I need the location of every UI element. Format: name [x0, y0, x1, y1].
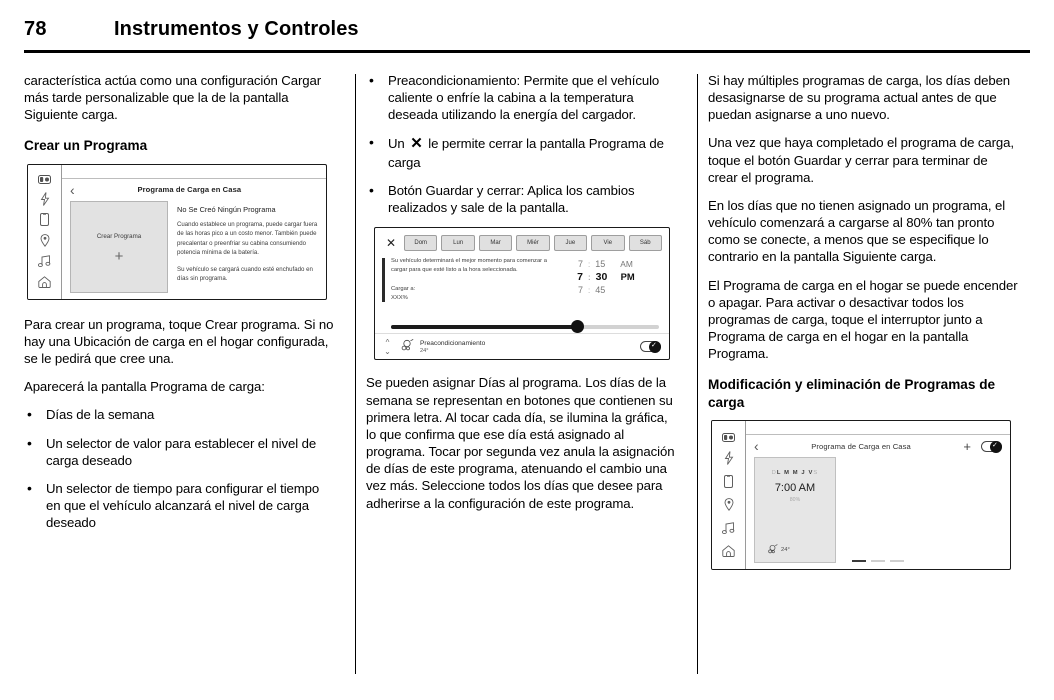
- paragraph: En los días que no tienen asignado un programa, el vehículo comenzará a cargarse al 80% tan pronto como se conecte, a menos que se especifique lo contrario en la pantalla Siguiente carga.: [708, 197, 1006, 265]
- pagination-dot[interactable]: [890, 560, 904, 562]
- charge-level-slider[interactable]: [375, 321, 669, 333]
- time-minute: 45: [595, 285, 606, 296]
- lightning-bolt-icon: [40, 192, 50, 211]
- list-item: • Preacondicionamiento: Permite que el vehículo caliente o enfríe la cabina a la temperatura deseada utilizando la energía del cargador.: [366, 72, 678, 123]
- editor-text: [391, 257, 563, 321]
- program-percent: 80%: [789, 497, 801, 504]
- bullet-list: [24, 406, 336, 531]
- close-x-icon: ✕: [410, 135, 423, 153]
- pagination-dot[interactable]: [871, 560, 885, 562]
- list-item: • Botón Guardar y cerrar: Aplica los cambios realizados y sale de la pantalla.: [366, 182, 678, 216]
- day-button-mier[interactable]: Miér: [516, 235, 549, 251]
- program-temp: [761, 544, 829, 556]
- screen-title: Programa de Carga en Casa: [137, 185, 242, 195]
- bullet-list: [366, 72, 678, 216]
- phone-icon: [724, 475, 733, 493]
- column-divider: [688, 72, 708, 680]
- list-item: • Un selector de tiempo para configurar el tiempo en que el vehículo alcanzará el nivel de carga deseado: [24, 480, 336, 531]
- time-row[interactable]: [569, 259, 661, 269]
- section-heading-crear-un-programa: Crear un Programa: [24, 138, 148, 154]
- editor-body: [375, 255, 669, 321]
- list-item-close-x: [366, 134, 678, 171]
- screen-body: [746, 457, 1010, 569]
- battery-toggle-icon: [722, 429, 735, 447]
- screen-title: Programa de Carga en Casa: [811, 441, 911, 451]
- program-days: [761, 470, 829, 476]
- day-button-sab[interactable]: Sáb: [629, 235, 662, 251]
- list-item: • Un selector de valor para establecer el nivel de carga deseado: [24, 435, 336, 469]
- day-button-jue[interactable]: Jue: [554, 235, 587, 251]
- preconditioning-icon: [400, 338, 414, 356]
- nav-rail: [712, 421, 746, 569]
- chevron-left-icon[interactable]: ‹: [754, 438, 759, 455]
- time-hour: 7: [577, 271, 583, 284]
- chevron-left-icon[interactable]: ‹: [70, 181, 75, 198]
- paragraph: característica actúa como una configuración Cargar más tarde personalizable que la de la pantalla Siguiente carga.: [24, 73, 321, 123]
- create-program-card[interactable]: [70, 201, 168, 293]
- day-button-lun[interactable]: Lun: [441, 235, 474, 251]
- scrollbar[interactable]: [382, 258, 385, 302]
- figure-program-list: [711, 420, 1011, 570]
- program-temp-value: 24°: [781, 547, 790, 554]
- preconditioning-icon: [767, 544, 778, 556]
- column-right: [708, 72, 1030, 680]
- program-master-toggle[interactable]: [981, 441, 1002, 452]
- toggle-knob: [990, 441, 1002, 453]
- screen-header: [746, 435, 1010, 457]
- plus-icon[interactable]: +: [114, 247, 124, 265]
- program-time: 7:00 AM: [774, 482, 816, 495]
- header-rule: [24, 50, 1030, 53]
- screen-header: [62, 179, 326, 201]
- time-row[interactable]: [569, 285, 661, 295]
- info-panel: [177, 201, 318, 293]
- info-paragraph: Su vehículo se cargará cuando esté enchufado en días sin programa.: [177, 265, 313, 283]
- day-letter-off: S: [813, 470, 819, 477]
- location-pin-icon: [724, 498, 734, 516]
- day-selector-row: [375, 228, 669, 255]
- page-number: 78: [24, 18, 47, 40]
- infotainment-screen: [62, 165, 326, 299]
- column-divider: [346, 72, 366, 680]
- preconditioning-toggle[interactable]: [640, 341, 661, 352]
- toggle-knob: [649, 341, 661, 353]
- paragraph: Para crear un programa, toque Crear programa. Si no hay una Ubicación de carga en el hogar configurada, se le pedirá que cree una.: [24, 316, 334, 367]
- day-button-dom[interactable]: Dom: [404, 235, 437, 251]
- editor-note: Su vehículo determinará el mejor momento para comenzar a cargar para que esté listo a la hora seleccionada.: [391, 258, 547, 274]
- close-x-icon[interactable]: ✕: [385, 236, 397, 251]
- time-hour: 7: [577, 259, 583, 270]
- battery-toggle-icon: [38, 171, 51, 189]
- paragraph: Se pueden asignar Días al programa. Los días de la semana se representan en botones que contienen su primera letra. Al tocar cada día, se ilumina la gráfica, lo que confirma que ese día está asignado al programa. Tocar por segunda vez anula la asignación de días de este programa, atenuando el cambio una vez más. Seleccione todos los días que desee para adherirse a la configuración de este programa.: [366, 375, 675, 511]
- time-meridiem: PM: [620, 271, 635, 283]
- status-strip: [62, 165, 326, 179]
- charge-value: XXX%: [391, 295, 408, 302]
- day-letters-on: L M M J V: [776, 470, 814, 477]
- paragraph: Una vez que haya completado el programa de carga, toque el botón Guardar y cerrar para terminar de crear el programa.: [708, 135, 1014, 185]
- music-note-icon: [38, 254, 51, 272]
- time-separator: :: [588, 273, 591, 283]
- status-strip: [746, 421, 1010, 435]
- time-separator: :: [588, 260, 591, 270]
- phone-icon: [40, 213, 49, 231]
- slider-handle[interactable]: [571, 320, 584, 333]
- chevron-down-icon[interactable]: ⌄: [384, 346, 391, 356]
- paragraph: Si hay múltiples programas de carga, los días deben desasignarse de su programa actual antes de que puedan asignarse a uno nuevo.: [708, 73, 1011, 123]
- nav-rail: [28, 165, 62, 299]
- preconditioning-labels: [420, 340, 634, 354]
- day-button-mar[interactable]: Mar: [479, 235, 512, 251]
- three-column-body: [24, 72, 1030, 680]
- plus-icon[interactable]: +: [963, 438, 971, 454]
- stepper-chevrons[interactable]: [381, 338, 394, 356]
- time-minute: 30: [595, 271, 608, 284]
- screen-body: [62, 201, 326, 299]
- pagination-dot-active[interactable]: [852, 560, 866, 562]
- paragraph: Aparecerá la pantalla Programa de carga:: [24, 379, 265, 395]
- create-program-label: Crear Programa: [96, 232, 142, 240]
- slider-fill: [391, 325, 581, 329]
- list-item-text-after: le permite cerrar la pantalla Programa de carga: [388, 136, 664, 170]
- info-heading: No Se Creó Ningún Programa: [177, 204, 276, 214]
- lightning-bolt-icon: [724, 451, 734, 470]
- figure-charge-program-editor: [374, 227, 670, 360]
- day-button-vie[interactable]: Vie: [591, 235, 624, 251]
- section-heading-modificacion: Modificación y eliminación de Programas de carga: [708, 377, 996, 410]
- program-card[interactable]: [754, 457, 836, 563]
- paragraph: El Programa de carga en el hogar se puede encender o apagar. Para activar o desactivar todos los programas de carga, toque el interruptor junto a Programa de carga en el hogar en la pantalla Programa.: [708, 277, 1018, 362]
- time-row-selected[interactable]: [569, 271, 661, 283]
- home-icon: [722, 544, 735, 562]
- figure-home-charge-program-empty: [27, 164, 327, 300]
- music-note-icon: [722, 521, 735, 539]
- home-icon: [38, 275, 51, 293]
- day-letter-off: D: [771, 470, 777, 477]
- time-hour: 7: [577, 285, 583, 296]
- column-middle: [366, 72, 688, 680]
- page-title: Instrumentos y Controles: [114, 18, 359, 40]
- time-meridiem: AM: [620, 259, 633, 270]
- column-left: [24, 72, 346, 680]
- location-pin-icon: [40, 234, 50, 252]
- pagination-dots[interactable]: [746, 560, 1010, 562]
- preconditioning-temp: 24°: [420, 348, 429, 355]
- chevron-up-icon[interactable]: ^: [385, 337, 390, 347]
- charge-label: Cargar a:: [391, 286, 416, 293]
- time-separator: :: [588, 286, 591, 296]
- preconditioning-row: [375, 333, 669, 359]
- infotainment-screen: [746, 421, 1010, 569]
- time-picker[interactable]: [569, 257, 661, 321]
- time-minute: 15: [595, 259, 606, 270]
- list-item: • Días de la semana: [24, 406, 336, 423]
- page-header: [24, 18, 1030, 41]
- list-item-text-before: Un: [388, 136, 405, 152]
- preconditioning-label: Preacondicionamiento: [420, 339, 486, 347]
- info-paragraph: Cuando establece un programa, puede cargar fuera de las horas pico a un costo menor. También puede precalentar o preenfriar su cabina consumiendo potencia mínima de la batería.: [177, 220, 318, 257]
